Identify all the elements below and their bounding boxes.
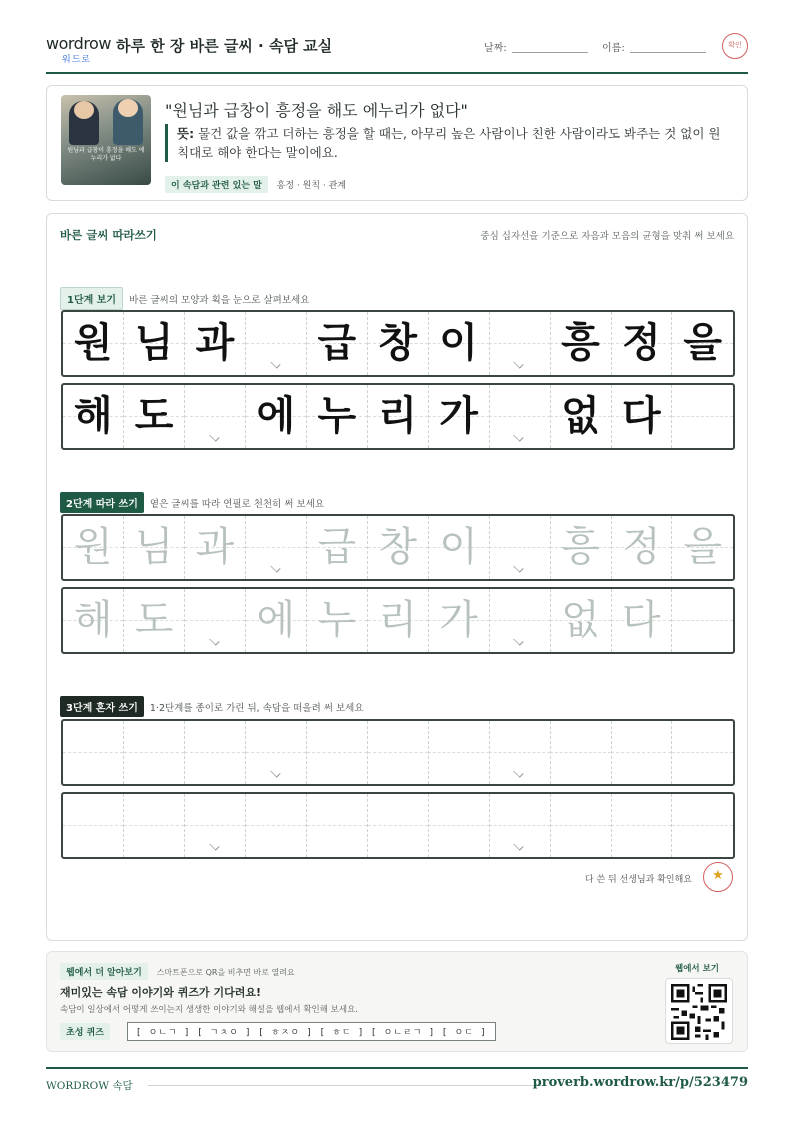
grid-char: 해 (73, 393, 113, 439)
grid-cell[interactable] (672, 721, 733, 784)
grid-char: 이 (439, 524, 478, 570)
grid-cell[interactable] (489, 516, 550, 579)
date-field[interactable] (512, 52, 588, 53)
grid-cell (124, 312, 185, 375)
grid-char: 가 (439, 393, 478, 439)
grid-cell[interactable] (672, 589, 733, 652)
grid-cell[interactable] (368, 794, 429, 857)
grid-cell[interactable] (489, 794, 550, 857)
step-2-header (60, 492, 324, 513)
space-mark-icon (513, 432, 525, 444)
grid-cell (63, 385, 124, 448)
grid-char: 다 (621, 597, 661, 643)
grid-cell[interactable] (672, 516, 733, 579)
space-mark-icon (209, 841, 221, 853)
grid-char: 에 (256, 597, 296, 643)
related-words (165, 176, 346, 193)
space-mark-icon (513, 563, 525, 575)
grid-char: 흥 (561, 320, 600, 366)
grid-char: 원 (73, 320, 113, 366)
grid-cell[interactable] (307, 794, 368, 857)
grid-cell (489, 312, 550, 375)
meaning-text: 물건 값을 깎고 더하는 흥정을 할 때는, 아무리 높은 사람이나 친한 사람이라도 봐주는 것 없이 원칙대로 해야 한다는 말이에요. (177, 126, 721, 160)
grid-cell[interactable] (611, 589, 672, 652)
web-tag-row (60, 963, 295, 980)
grid-row[interactable] (61, 514, 735, 581)
practice-card (46, 213, 748, 941)
grid-char: 과 (195, 524, 235, 570)
grid-cell[interactable] (246, 721, 307, 784)
qr-label: 웹에서 보기 (674, 964, 719, 974)
worksheet-title: 하루 한 장 바른 글씨 · 속담 교실 (116, 37, 333, 55)
grid-cell[interactable] (368, 721, 429, 784)
grid-char: 과 (195, 320, 235, 366)
proverb-meaning (165, 124, 727, 162)
grid-cell (307, 312, 368, 375)
grid-char: 에 (256, 393, 296, 439)
grid-cell[interactable] (124, 516, 185, 579)
qr-code[interactable] (665, 978, 733, 1044)
proverb-illustration (61, 95, 151, 185)
step-1-header (60, 287, 309, 310)
wordrow-logo-sub: 워드로 (62, 55, 92, 65)
grid-char: 창 (378, 320, 417, 366)
grid-cell[interactable] (611, 794, 672, 857)
footer-divider (148, 1085, 543, 1086)
quiz-row (60, 1022, 496, 1041)
practice-title: 바른 글씨 따라쓰기 (60, 228, 157, 242)
grid-cell[interactable] (246, 516, 307, 579)
grid-cell[interactable] (307, 721, 368, 784)
grid-cell[interactable] (307, 516, 368, 579)
grid-char: 누 (317, 393, 357, 439)
grid-cell[interactable] (489, 721, 550, 784)
grid-cell (672, 312, 733, 375)
date-label: 날짜: (484, 43, 507, 54)
grid-cell (428, 312, 489, 375)
grid-char: 도 (134, 597, 174, 643)
page-footer (46, 1067, 748, 1099)
grid-cell[interactable] (63, 794, 124, 857)
grid-cell[interactable] (550, 516, 611, 579)
grid-row (61, 383, 735, 450)
grid-cell[interactable] (428, 589, 489, 652)
space-mark-icon (513, 359, 525, 371)
grid-cell (428, 385, 489, 448)
grid-cell[interactable] (489, 589, 550, 652)
meaning-label: 뜻: (177, 126, 195, 141)
grid-cell (550, 385, 611, 448)
grid-char: 원 (73, 524, 113, 570)
grid-row[interactable] (61, 587, 735, 654)
grid-char: 을 (683, 524, 723, 570)
space-mark-icon (209, 432, 221, 444)
footer-url[interactable]: proverb.wordrow.kr/p/523479 (532, 1075, 748, 1090)
grid-char: 해 (73, 597, 113, 643)
step-3-badge: 3단계 혼자 쓰기 (60, 696, 144, 717)
grid-cell[interactable] (246, 589, 307, 652)
grid-row[interactable] (61, 719, 735, 786)
grid-cell[interactable] (63, 516, 124, 579)
grid-char: 이 (439, 320, 478, 366)
check-note: 다 쓴 뒤 선생님과 확인해요 (584, 875, 692, 885)
related-label: 이 속담과 관련 있는 말 (165, 176, 268, 193)
grid-cell[interactable] (428, 516, 489, 579)
grid-char: 다 (621, 393, 661, 439)
web-headline: 재미있는 속담 이야기와 퀴즈가 기다려요! (60, 986, 261, 999)
grid-cell[interactable] (428, 794, 489, 857)
grid-cell[interactable] (611, 516, 672, 579)
grid-cell (611, 385, 672, 448)
grid-cell[interactable] (185, 794, 246, 857)
space-mark-icon (513, 841, 525, 853)
step-1-badge: 1단계 보기 (60, 287, 123, 310)
grid-char: 님 (134, 524, 174, 570)
grid-cell[interactable] (185, 589, 246, 652)
grid-cell[interactable] (185, 516, 246, 579)
name-field[interactable] (630, 52, 706, 53)
grid-cell[interactable] (428, 721, 489, 784)
step-2-desc: 옅은 글씨를 따라 연필로 천천히 써 보세요 (149, 499, 325, 510)
space-mark-icon (513, 636, 525, 648)
web-card (46, 951, 748, 1052)
teacher-stamp: ★ (703, 862, 733, 892)
grid-char: 급 (317, 320, 357, 366)
grid-cell (63, 312, 124, 375)
grid-char: 가 (439, 597, 478, 643)
space-mark-icon (270, 359, 282, 371)
grid-char: 님 (134, 320, 174, 366)
grid-cell (368, 312, 429, 375)
grid-cell (246, 385, 307, 448)
grid-cell (124, 385, 185, 448)
grid-char: 급 (317, 524, 357, 570)
check-stamp: 확인 (722, 33, 748, 59)
grid-cell (672, 385, 733, 448)
grid-cell[interactable] (246, 794, 307, 857)
grid-cell[interactable] (611, 721, 672, 784)
quiz-box: [ ㅇㄴㄱ ] [ ㄱㅊㅇ ] [ ㅎㅈㅇ ] [ ㅎㄷ ] [ ㅇㄴㄹㄱ ] [ ㅇㄷ ] (127, 1022, 496, 1041)
grid-cell (611, 312, 672, 375)
quiz-label: 초성 퀴즈 (60, 1023, 110, 1040)
grid-cell[interactable] (124, 589, 185, 652)
step-3-header (60, 696, 364, 717)
grid-cell[interactable] (550, 794, 611, 857)
name-label: 이름: (602, 43, 625, 54)
grid-char: 리 (378, 597, 417, 643)
step-1-desc: 바른 글씨의 모양과 획을 눈으로 살펴보세요 (129, 295, 310, 306)
grid-cell (307, 385, 368, 448)
proverb-card (46, 85, 748, 201)
grid-cell[interactable] (550, 589, 611, 652)
grid-char: 흥 (561, 524, 600, 570)
grid-cell (368, 385, 429, 448)
proverb-text: "원님과 급창이 흥정을 해도 에누리가 없다" (165, 101, 468, 120)
space-mark-icon (513, 768, 525, 780)
space-mark-icon (270, 768, 282, 780)
page-header (46, 30, 748, 74)
practice-hint: 중심 십자선을 기준으로 자음과 모음의 균형을 맞춰 써 보세요 (480, 231, 734, 242)
grid-cell[interactable] (672, 794, 733, 857)
related-list: 흥정 · 원칙 · 관계 (276, 181, 346, 191)
grid-row (61, 310, 735, 377)
step-2-badge: 2단계 따라 쓰기 (60, 492, 144, 513)
footer-brand: WORDROW 속담 (46, 1080, 133, 1092)
grid-cell[interactable] (550, 721, 611, 784)
space-mark-icon (270, 563, 282, 575)
grid-cell[interactable] (368, 516, 429, 579)
grid-char: 정 (621, 524, 661, 570)
grid-cell[interactable] (63, 589, 124, 652)
grid-cell[interactable] (124, 721, 185, 784)
grid-char: 없 (561, 393, 600, 439)
web-tag: 웹에서 더 알아보기 (60, 963, 148, 980)
grid-cell (185, 385, 246, 448)
grid-char: 창 (378, 524, 417, 570)
grid-char: 리 (378, 393, 417, 439)
step-3-desc: 1·2단계를 종이로 가린 뒤, 속담을 떠올려 써 보세요 (149, 703, 364, 714)
grid-cell (489, 385, 550, 448)
grid-cell (246, 312, 307, 375)
grid-char: 없 (561, 597, 600, 643)
grid-cell[interactable] (307, 589, 368, 652)
grid-char: 누 (317, 597, 357, 643)
grid-cell[interactable] (185, 721, 246, 784)
space-mark-icon (209, 636, 221, 648)
grid-char: 도 (134, 393, 174, 439)
grid-cell (550, 312, 611, 375)
grid-row[interactable] (61, 792, 735, 859)
grid-cell[interactable] (63, 721, 124, 784)
grid-cell[interactable] (368, 589, 429, 652)
grid-cell (185, 312, 246, 375)
grid-cell[interactable] (124, 794, 185, 857)
web-desc: 속담이 일상에서 어떻게 쓰이는지 생생한 이야기와 해설을 웹에서 확인해 보세요. (60, 1005, 358, 1015)
illustration-caption: 원님과 급창이 흥정을 해도 에누리가 없다 (67, 147, 145, 162)
grid-char: 을 (683, 320, 723, 366)
wordrow-logo: wordrow (46, 34, 111, 53)
web-tag-sub: 스마트폰으로 QR을 비추면 바로 열려요 (156, 968, 295, 977)
grid-char: 정 (621, 320, 661, 366)
